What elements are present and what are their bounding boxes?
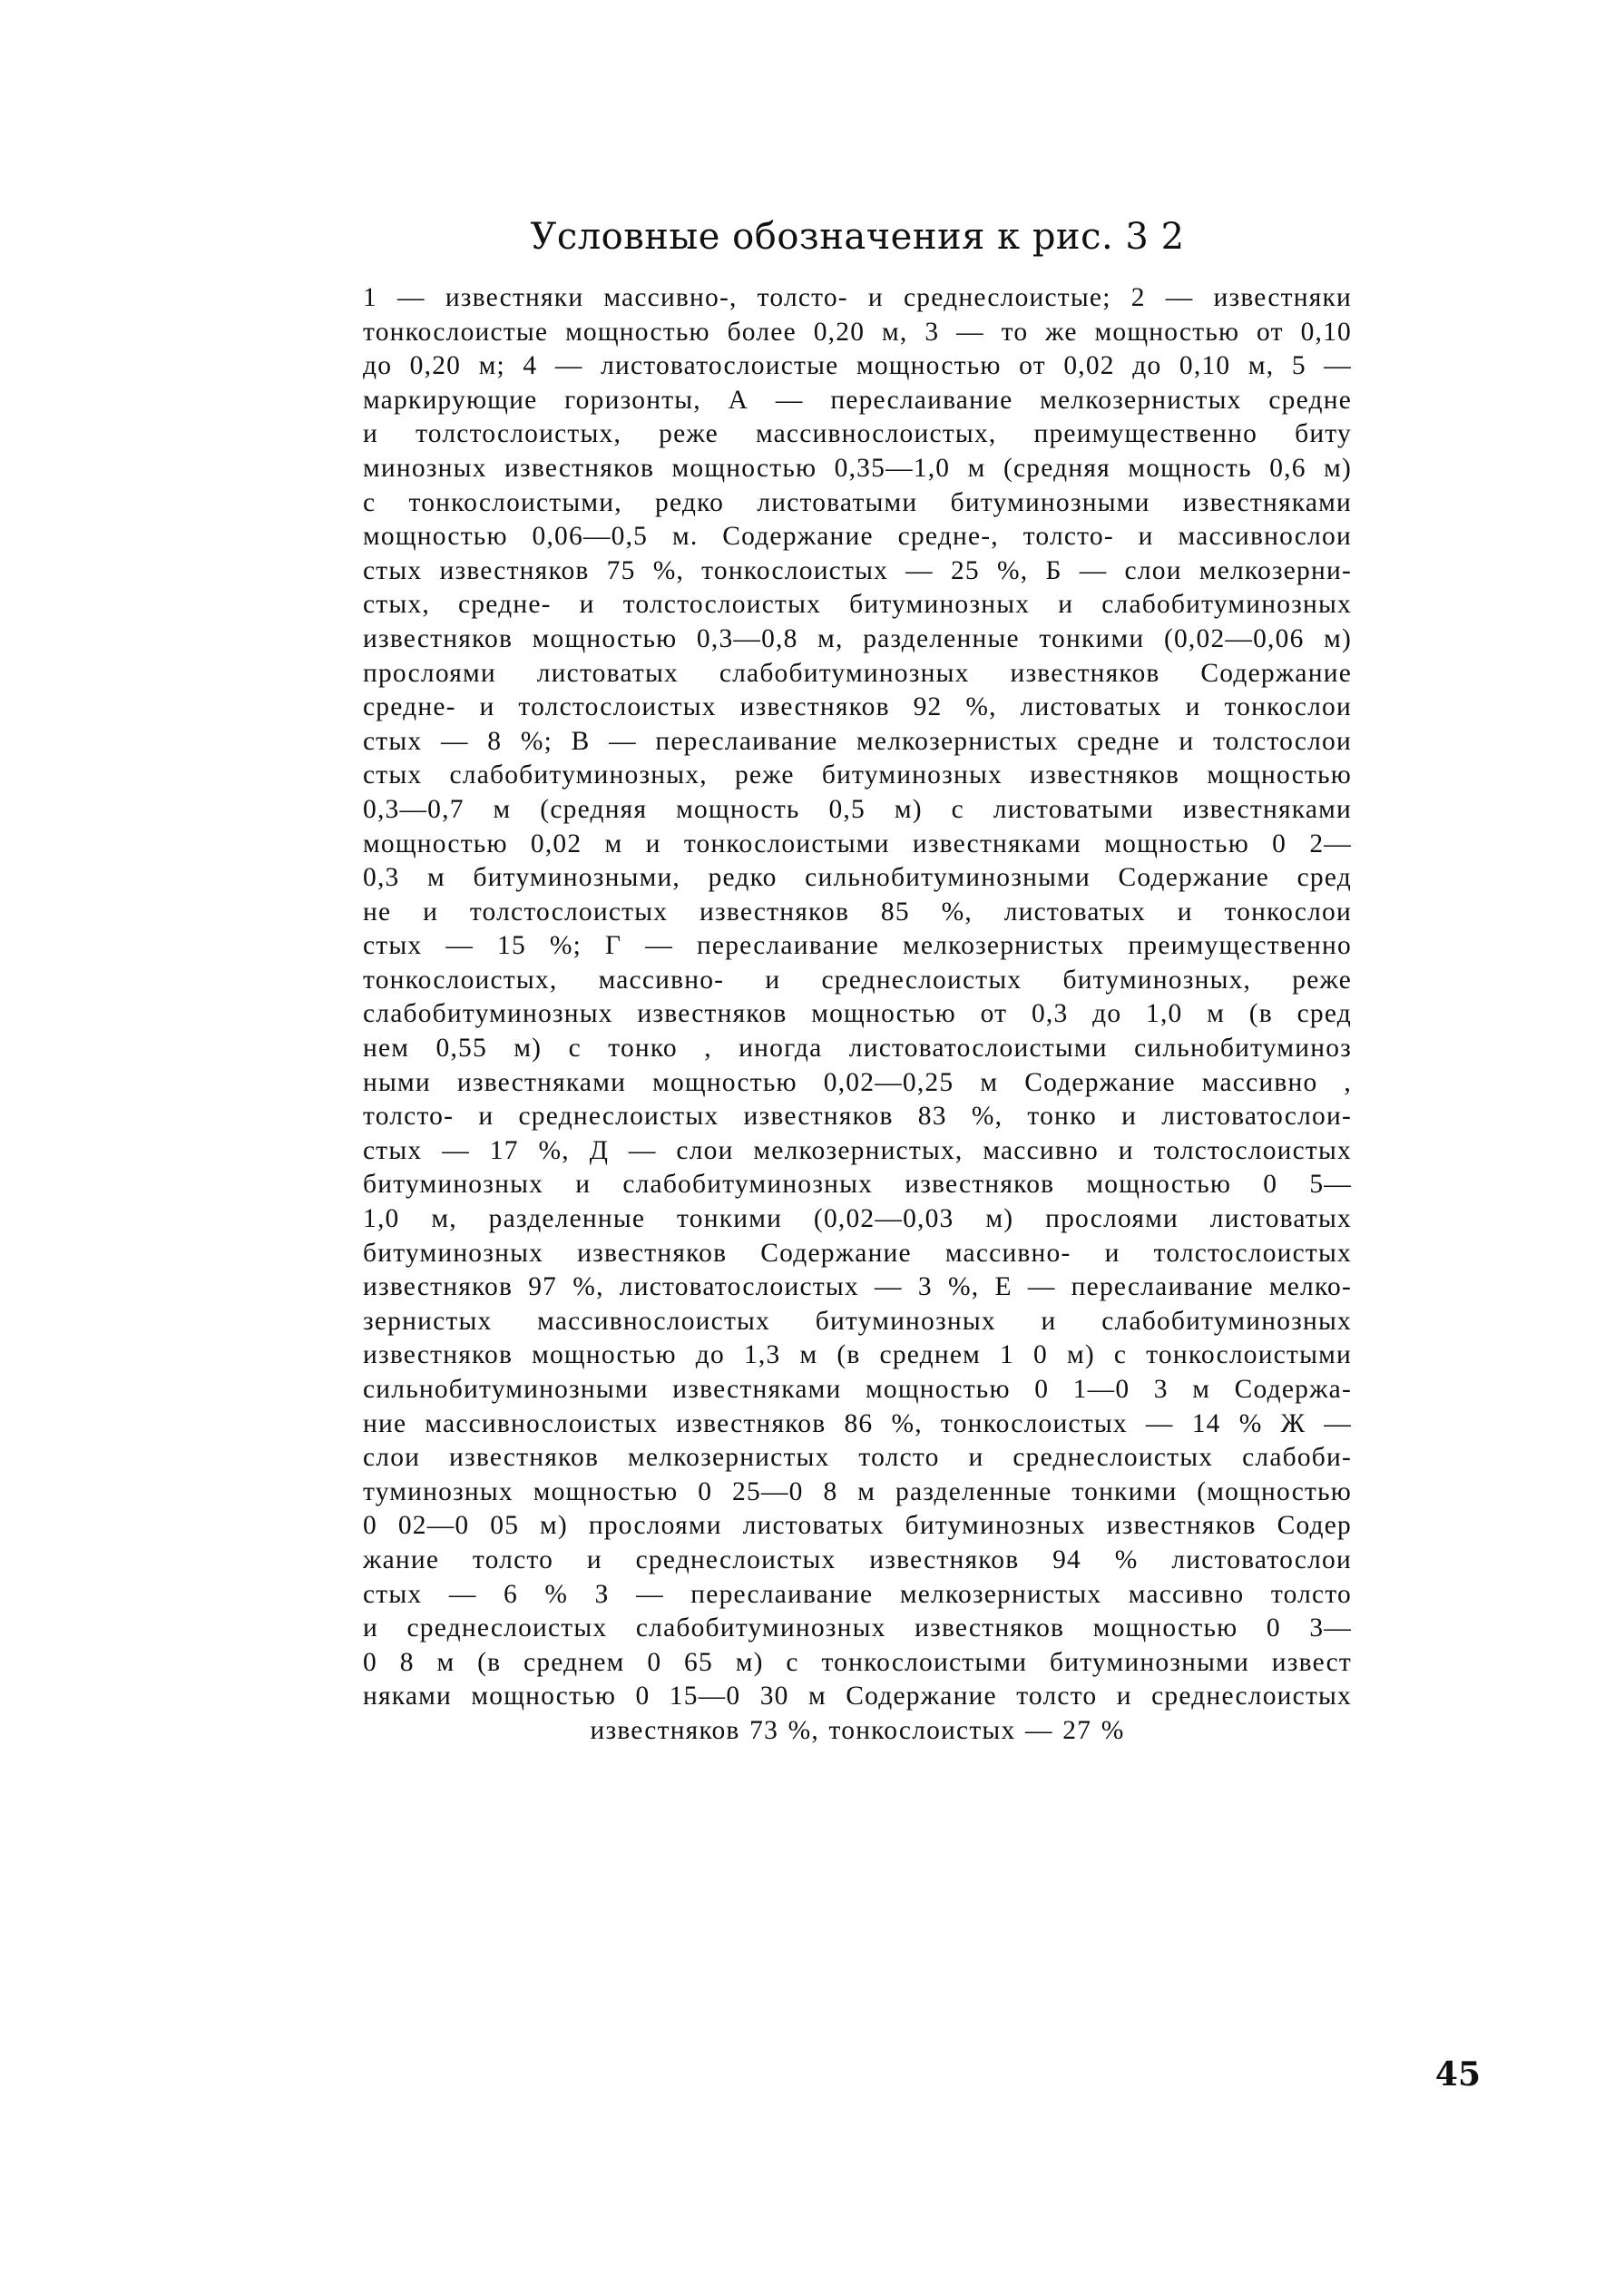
legend-line: 1 — известняки массивно-, толсто- и среднеслоистые; 2 — известняки xyxy=(363,283,1352,312)
legend-line: слои известняков мелкозернистых толсто и среднеслоистых слабоби- xyxy=(363,1443,1352,1473)
legend-line: жание толсто и среднеслоистых известняков 94 % листоватослои xyxy=(363,1545,1352,1574)
legend-line: стых — 15 %; Г — переслаивание мелкозернистых преимущественно xyxy=(363,931,1352,961)
legend-line: стых — 6 % З — переслаивание мелкозернистых массивно толсто xyxy=(363,1579,1352,1609)
legend-line: и толстослоистых, реже массивнослоистых, преимущественно биту xyxy=(363,419,1352,449)
legend-line: с тонкослоистыми, редко листоватыми битуминозными известняками xyxy=(363,487,1352,517)
legend-line: битуминозных известняков Содержание массивно- и толстослоистых xyxy=(363,1238,1352,1268)
legend-line: стых известняков 75 %, тонкослоистых — 25 %, Б — слои мелкозерни- xyxy=(363,555,1352,585)
legend-line: тонкослоистые мощностью более 0,20 м, 3 — то же мощностью от 0,10 xyxy=(363,317,1352,347)
legend-text xyxy=(363,281,1352,1749)
legend-line: стых — 17 %, Д — слои мелкозернистых, массивно и толстослоистых xyxy=(363,1135,1352,1165)
legend-line: ными известняками мощностью 0,02—0,25 м Содержание массивно , xyxy=(363,1067,1352,1097)
legend-line: нем 0,55 м) с тонко , иногда листоватослоистыми сильнобитуминоз xyxy=(363,1034,1352,1064)
legend-line: 0 8 м (в среднем 0 65 м) с тонкослоистыми битуминозными извест xyxy=(363,1647,1352,1677)
legend-line: 0,3—0,7 м (средняя мощность 0,5 м) с листоватыми известняками xyxy=(363,794,1352,824)
legend-line: зернистых массивнослоистых битуминозных и слабобитуминозных xyxy=(363,1306,1352,1336)
legend-line: не и толстослоистых известняков 85 %, листоватых и тонкослои xyxy=(363,897,1352,927)
legend-line: стых — 8 %; В — переслаивание мелкозернистых средне и толстослои xyxy=(363,726,1352,756)
legend-line: ние массивнослоистых известняков 86 %, тонкослоистых — 14 % Ж — xyxy=(363,1408,1352,1438)
legend-line: 0,3 м битуминозными, редко сильнобитуминозными Содержание сред xyxy=(363,863,1352,893)
legend-line: минозных известняков мощностью 0,35—1,0 м (средняя мощность 0,6 м) xyxy=(363,453,1352,483)
legend-line: мощностью 0,06—0,5 м. Содержание средне-, толсто- и массивнослои xyxy=(363,522,1352,552)
legend-line: тонкослоистых, массивно- и среднеслоистых битуминозных, реже xyxy=(363,965,1352,995)
legend-line: стых слабобитуминозных, реже битуминозных известняков мощностью xyxy=(363,760,1352,790)
legend-line: няками мощностью 0 15—0 30 м Содержание толсто и среднеслоистых xyxy=(363,1682,1352,1711)
legend-line: мощностью 0,02 м и тонкослоистыми известняками мощностью 0 2— xyxy=(363,829,1352,858)
page-number: 45 xyxy=(1434,2055,1481,2094)
legend-line: известняков 73 %, тонкослоистых — 27 % xyxy=(590,1715,1125,1745)
legend-line: битуминозных и слабобитуминозных известняков мощностью 0 5— xyxy=(363,1170,1352,1200)
legend-line: 1,0 м, разделенные тонкими (0,02—0,03 м) прослоями листоватых xyxy=(363,1204,1352,1234)
legend-line: маркирующие горизонты, А — переслаивание мелкозернистых средне xyxy=(363,385,1352,415)
legend-line: и среднеслоистых слабобитуминозных известняков мощностью 0 3— xyxy=(363,1613,1352,1643)
legend-line: известняков 97 %, листоватослоистых — 3 %, Е — переслаивание мелко- xyxy=(363,1272,1352,1302)
legend-title: Условные обозначения к рис. 3 2 xyxy=(530,216,1185,258)
legend-line: известняков мощностью до 1,3 м (в среднем 1 0 м) с тонкослоистыми xyxy=(363,1340,1352,1370)
legend-line: туминозных мощностью 0 25—0 8 м разделенные тонкими (мощностью xyxy=(363,1476,1352,1506)
legend-line: известняков мощностью 0,3—0,8 м, разделенные тонкими (0,02—0,06 м) xyxy=(363,623,1352,653)
legend-line: стых, средне- и толстослоистых битуминозных и слабобитуминозных xyxy=(363,590,1352,620)
legend-line: сильнобитуминозными известняками мощностью 0 1—0 3 м Содержа- xyxy=(363,1375,1352,1404)
legend-line: средне- и толстослоистых известняков 92 %, листоватых и тонкослои xyxy=(363,692,1352,722)
legend-line: 0 02—0 05 м) прослоями листоватых битуминозных известняков Содер xyxy=(363,1511,1352,1541)
legend-line: толсто- и среднеслоистых известняков 83 %, тонко и листоватослои- xyxy=(363,1102,1352,1132)
legend-line: прослоями листоватых слабобитуминозных известняков Содержание xyxy=(363,658,1352,688)
legend-line: слабобитуминозных известняков мощностью от 0,3 до 1,0 м (в сред xyxy=(363,999,1352,1029)
legend-line: до 0,20 м; 4 — листоватослоистые мощностью от 0,02 до 0,10 м, 5 — xyxy=(363,351,1352,381)
